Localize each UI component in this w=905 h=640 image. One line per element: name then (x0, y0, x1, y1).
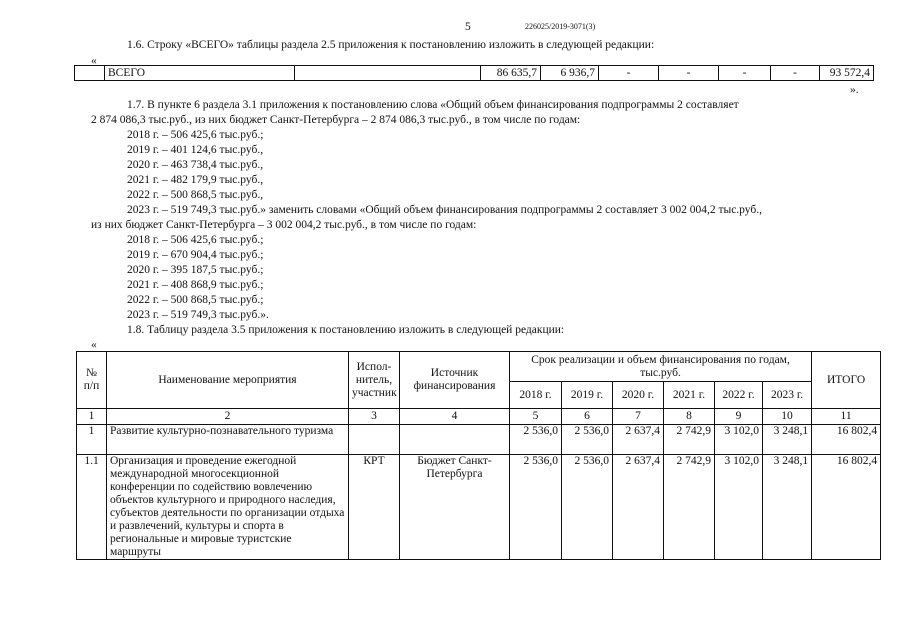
row-value: 2 536,0 (562, 455, 613, 560)
document-code: 226025/2019-3071(3) (525, 22, 596, 31)
paragraph-1-7-line-4: из них бюджет Санкт-Петербурга – 3 002 004,2 тыс.руб., в том числе по годам: (91, 219, 477, 231)
table-row (77, 455, 881, 560)
row-name: Развитие культурно-познавательного туризма (107, 425, 349, 455)
col-number: 6 (562, 409, 613, 425)
old-year-2018: 2018 г. – 506 425,6 тыс.руб.; (127, 129, 264, 141)
total-num-cell (75, 66, 105, 81)
row-value: 2 536,0 (510, 425, 562, 455)
total-sum: 93 572,4 (820, 66, 874, 81)
paragraph-1-8: 1.8. Таблицу раздела 3.5 приложения к постановлению изложить в следующей редакции: (127, 324, 565, 336)
new-year-2019: 2019 г. – 670 904,4 тыс.руб.; (127, 249, 264, 261)
row-source (400, 425, 510, 455)
col-number: 8 (664, 409, 715, 425)
header-year-2021: 2021 г. (664, 382, 715, 409)
row-num: 1.1 (77, 455, 107, 560)
col-number: 1 (77, 409, 107, 425)
header-total: ИТОГО (812, 352, 881, 409)
header-year-2023: 2023 г. (763, 382, 812, 409)
paragraph-1-7-line-3: 2023 г. – 519 749,3 тыс.руб.» заменить словами «Общий объем финансирования подпрограммы 2 составляет 3 002 004,2 тыс.руб., (127, 204, 762, 216)
row-num: 1 (77, 425, 107, 455)
total-dash-2: - (659, 66, 719, 81)
total-label: ВСЕГО (105, 66, 295, 81)
header-source: Источник финансирования (400, 352, 510, 409)
row-total: 16 802,4 (812, 425, 881, 455)
old-year-2020: 2020 г. – 463 738,4 тыс.руб., (127, 159, 264, 171)
col-number: 7 (613, 409, 664, 425)
old-year-2019: 2019 г. – 401 124,6 тыс.руб., (127, 144, 264, 156)
row-value: 2 637,4 (613, 455, 664, 560)
total-value-2: 6 936,7 (541, 66, 599, 81)
total-dash-4: - (771, 66, 820, 81)
col-number: 10 (763, 409, 812, 425)
row-value: 3 248,1 (763, 455, 812, 560)
open-quote: « (91, 55, 97, 67)
row-value: 3 102,0 (715, 425, 763, 455)
total-dash-1: - (599, 66, 659, 81)
total-value-1: 86 635,7 (481, 66, 541, 81)
row-value: 2 637,4 (613, 425, 664, 455)
header-num: № п/п (77, 352, 107, 409)
header-period: Срок реализации и объем финансирования по годам, тыс.руб. (510, 352, 812, 382)
col-number: 9 (715, 409, 763, 425)
total-empty-cell (295, 66, 481, 81)
new-year-2020: 2020 г. – 395 187,5 тыс.руб.; (127, 264, 264, 276)
row-value: 2 536,0 (510, 455, 562, 560)
row-value: 3 248,1 (763, 425, 812, 455)
row-source: Бюджет Санкт-Петербурга (400, 455, 510, 560)
old-year-2021: 2021 г. – 482 179,9 тыс.руб., (127, 174, 264, 186)
total-row-table (74, 65, 874, 81)
header-year-2020: 2020 г. (613, 382, 664, 409)
old-year-2022: 2022 г. – 500 868,5 тыс.руб., (127, 189, 264, 201)
total-dash-3: - (719, 66, 771, 81)
col-number: 11 (812, 409, 881, 425)
row-name: Организация и проведение ежегодной международной многосекционной конференции по содействию вовлечению объектов культурного и природного наследия, субъектов деятельности по организации отдыха и развлечений, культуры и спорта в региональные и мировые туристские маршруты (107, 455, 349, 560)
row-executor (349, 425, 400, 455)
new-year-2018: 2018 г. – 506 425,6 тыс.руб.; (127, 234, 264, 246)
close-quote: ». (850, 84, 859, 96)
row-value: 2 742,9 (664, 425, 715, 455)
row-value: 3 102,0 (715, 455, 763, 560)
col-number: 4 (400, 409, 510, 425)
table-row (77, 425, 881, 455)
header-year-2019: 2019 г. (562, 382, 613, 409)
row-executor: КРТ (349, 455, 400, 560)
page-number: 5 (465, 21, 471, 33)
paragraph-1-6: 1.6. Строку «ВСЕГО» таблицы раздела 2.5 приложения к постановлению изложить в следующей редакции: (127, 39, 655, 51)
header-year-2018: 2018 г. (510, 382, 562, 409)
header-name: Наименование мероприятия (107, 352, 349, 409)
header-executor: Испол-нитель, участник (349, 352, 400, 409)
new-year-2021: 2021 г. – 408 868,9 тыс.руб.; (127, 279, 264, 291)
header-year-2022: 2022 г. (715, 382, 763, 409)
new-year-2022: 2022 г. – 500 868,5 тыс.руб.; (127, 294, 264, 306)
new-year-2023: 2023 г. – 519 749,3 тыс.руб.». (127, 309, 269, 321)
open-quote-2: « (91, 339, 97, 351)
col-number: 5 (510, 409, 562, 425)
events-table (76, 351, 881, 560)
paragraph-1-7-line-1: 1.7. В пункте 6 раздела 3.1 приложения к постановлению слова «Общий объем финансирования подпрограммы 2 составляет (127, 99, 739, 111)
col-number: 3 (349, 409, 400, 425)
paragraph-1-7-line-2: 2 874 086,3 тыс.руб., из них бюджет Санкт-Петербурга – 2 874 086,3 тыс.руб., в том числе по годам: (91, 114, 581, 126)
col-number: 2 (107, 409, 349, 425)
row-total: 16 802,4 (812, 455, 881, 560)
row-value: 2 536,0 (562, 425, 613, 455)
row-value: 2 742,9 (664, 455, 715, 560)
